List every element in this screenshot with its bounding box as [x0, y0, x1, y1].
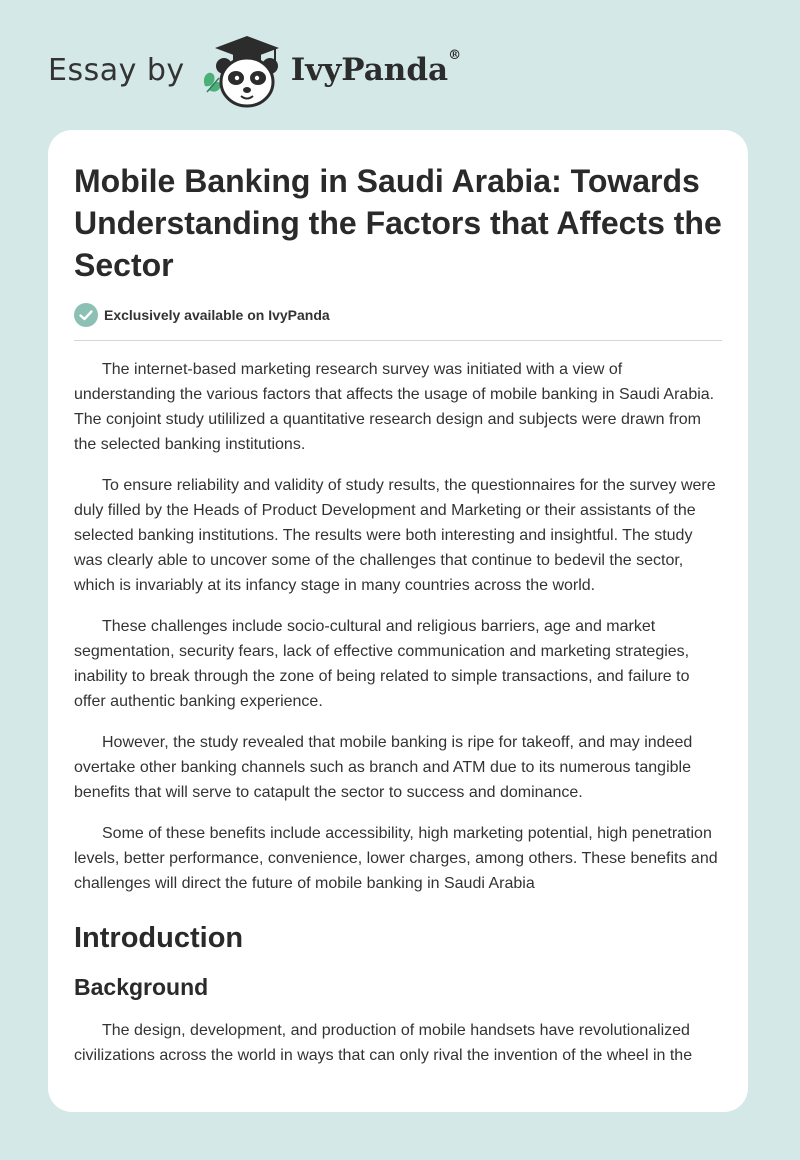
section-heading: Introduction [74, 922, 244, 954]
panda-logo-icon[interactable] [199, 30, 287, 110]
brand-name[interactable] [290, 48, 462, 88]
paragraph: To ensure reliability and validity of study results, the questionnaires for the survey were duly filled by the Heads of Product Development and Marketing or their assistants of the selected banking institutions. The results were both interesting and insightful. The study was clearly able to uncover some of the challenges that continue to bedevil the sector, which is invariably at its infancy stage in many countries across the world. [74, 477, 716, 594]
subsection-heading: Background [74, 974, 209, 1000]
brand-header [48, 30, 461, 110]
paragraph: The design, development, and production of mobile handsets have revolutionalized civilizations across the world in ways that can only rival the invention of the wheel in the [74, 1022, 693, 1064]
essay-by-label: Essay by [48, 52, 185, 88]
paragraph: Some of these benefits include accessibility, high marketing potential, high penetration levels, better performance, convenience, lower charges, among others. These benefits and challenges will direct the future of mobile banking in Saudi Arabia [74, 825, 718, 892]
article-title: Mobile Banking in Saudi Arabia: Towards Understanding the Factors that Affects the Sector [74, 163, 722, 283]
exclusive-label: Exclusively available on IvyPanda [104, 307, 330, 323]
article-card [48, 130, 748, 1112]
paragraph: These challenges include socio-cultural and religious barriers, age and market segmentation, security fears, lack of effective communication and marketing strategies, inability to break through the zone of being related to simple transactions, and failure to offer authentic banking experience. [74, 618, 690, 710]
exclusive-banner [74, 300, 722, 341]
brand-name-text: IvyPanda [290, 52, 449, 88]
paragraph: The internet-based marketing research survey was initiated with a view of understanding the various factors that affects the usage of mobile banking in Saudi Arabia. The conjoint study utililized a quantitative research design and subjects were drawn from the selected banking institutions. [74, 361, 715, 453]
check-circle-icon [74, 303, 98, 327]
paragraph: However, the study revealed that mobile banking is ripe for takeoff, and may indeed overtake other banking channels such as branch and ATM due to its numerous tangible benefits that will serve to catapult the sector to success and dominance. [74, 734, 693, 801]
registered-mark: ® [448, 48, 462, 63]
